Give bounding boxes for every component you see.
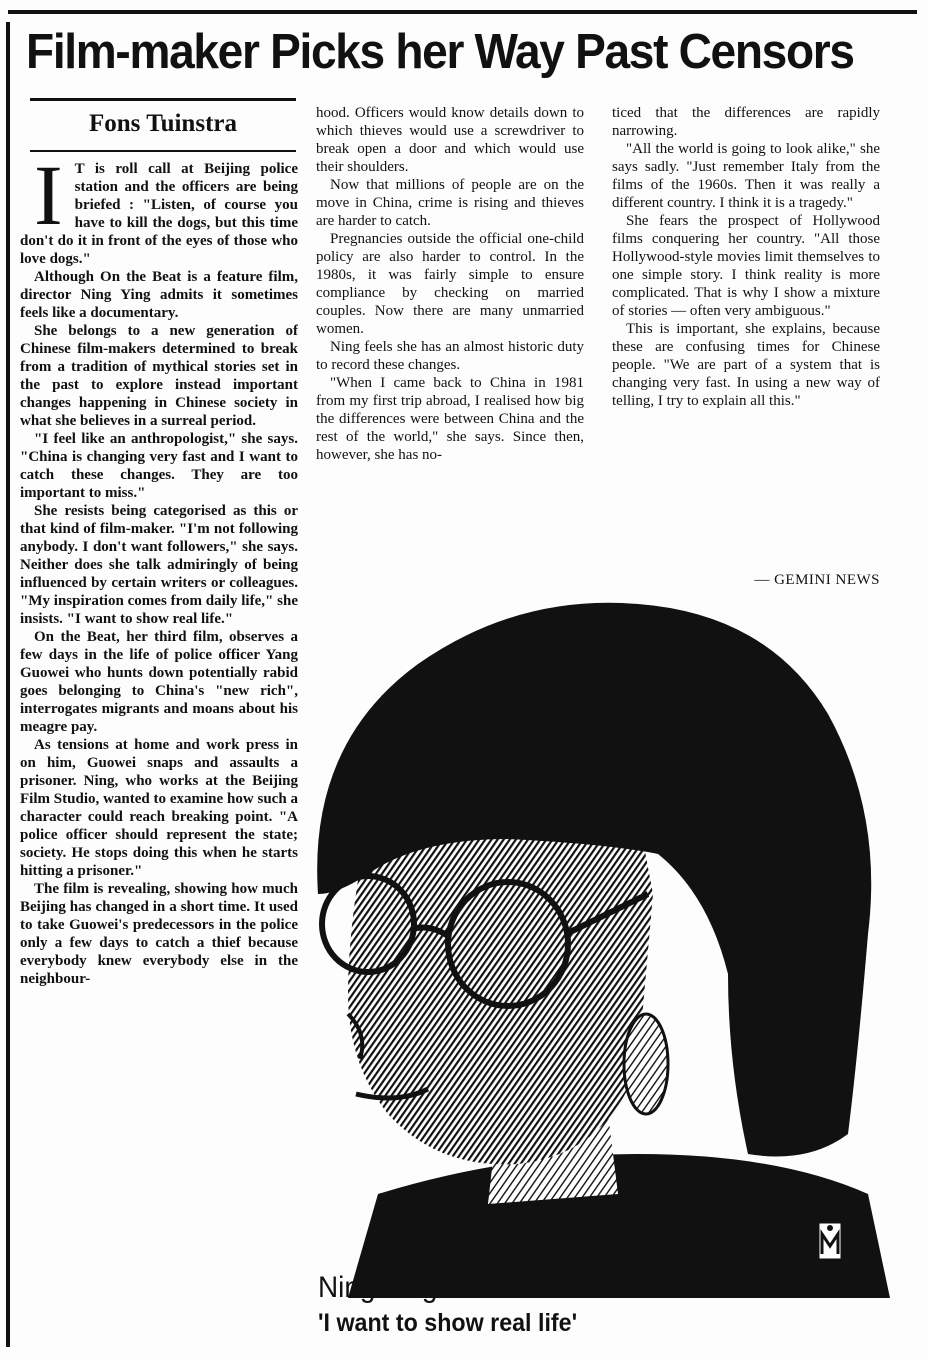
paragraph: As tensions at home and work press in on him, Guowei snaps and assaults a prisoner. Ning, who works at the Beijing Film Studio, wanted to examine how such a character could reach breaking point. "A police officer should represent the state; society. He stops doing this when he starts hitting a prisoner."	[20, 737, 298, 879]
byline: Fons Tuinstra	[89, 110, 237, 137]
news-agency-credit: — GEMINI NEWS	[754, 572, 880, 588]
drop-cap: I	[34, 160, 63, 243]
paragraph-text: T is roll call at Beijing police station and the officers are being briefed : "Listen, of course you have to kill the dogs, but this time don't do it in front of the eyes of those who love dogs."	[20, 161, 298, 267]
paragraph: She belongs to a new generation of Chinese film-makers determined to break from a tradition of mythical stories set in the past to explore instead important changes happening in Chinese society in what she believes in a surreal period.	[20, 323, 298, 429]
headline: Film-maker Picks her Way Past Censors	[26, 25, 854, 79]
paragraph: The film is revealing, showing how much Beijing has changed in a short time. It used to take Guowei's predecessors in the police only a few days to catch a thief because everybody knew everybody else in the neighbour-	[20, 881, 298, 987]
left-rule	[6, 22, 10, 1347]
paragraph: On the Beat, her third film, observes a few days in the life of police officer Yang Guowei who hunts down potentially rabid goes belonging to China's "new rich", interrogates migrants and moans about his meagre pay.	[20, 629, 298, 735]
article-column-2	[316, 104, 584, 592]
paragraph: Ning feels she has an almost historic duty to record these changes.	[316, 339, 584, 373]
paragraph: hood. Officers would know details down to which thieves would use a screwdriver to break open a door and which would use their shoulders.	[316, 105, 584, 175]
paragraph: Although On the Beat is a feature film, director Ning Ying admits it sometimes feels like a documentary.	[20, 269, 298, 321]
paragraph: ticed that the differences are rapidly narrowing.	[612, 105, 880, 139]
portrait-illustration	[308, 594, 890, 1298]
paragraph: Now that millions of people are on the move in China, crime is rising and thieves are harder to catch.	[316, 177, 584, 229]
article-column-3	[612, 104, 880, 560]
ear-shape	[624, 1014, 668, 1114]
face-shape	[348, 814, 653, 1164]
paragraph: "All the world is going to look alike," she says sadly. "Just remember Italy from the films of the 1960s. Then it was really a different country. I think it is a tragedy."	[612, 141, 880, 211]
top-rule	[8, 10, 917, 14]
paragraph	[20, 160, 298, 268]
paragraph: "I feel like an anthropologist," she says. "China is changing very fast and I want to catch these changes. They are too important to miss."	[20, 431, 298, 501]
portrait-drawing	[308, 594, 890, 1298]
paragraph: This is important, she explains, because these are confusing times for Chinese people. "We are part of a system that is changing very fast. In using a new way of telling, I try to explain all this."	[612, 321, 880, 409]
paragraph: She fears the prospect of Hollywood films conquering her country. "All those Hollywood-style movies limit themselves to one simple story. I think reality is more complicated. That is why I show a mixture of stories — often very ambiguous."	[612, 213, 880, 319]
paragraph: She resists being categorised as this or that kind of film-maker. "I'm not following anybody. I don't want followers," she says. Neither does she talk admiringly of being influenced by certain writers or colleagues. "My inspiration comes from daily life," she insists. "I want to show real life."	[20, 503, 298, 627]
byline-rule-top	[30, 98, 296, 101]
paragraph: Pregnancies outside the official one-child policy are also harder to control. In the 1980s, it was fairly simple to ensure compliance by checking on married couples. Now there are many unmarried women.	[316, 231, 584, 337]
article-column-1	[20, 160, 298, 1345]
paragraph: "When I came back to China in 1981 from my first trip abroad, I realised how big the differences were between China and the rest of the world," she says. Since then, however, she has no-	[316, 375, 584, 463]
caption-quote: 'I want to show real life'	[318, 1309, 578, 1337]
caption-name: Ning Ying:	[318, 1271, 446, 1304]
byline-rule-bottom	[30, 150, 296, 152]
